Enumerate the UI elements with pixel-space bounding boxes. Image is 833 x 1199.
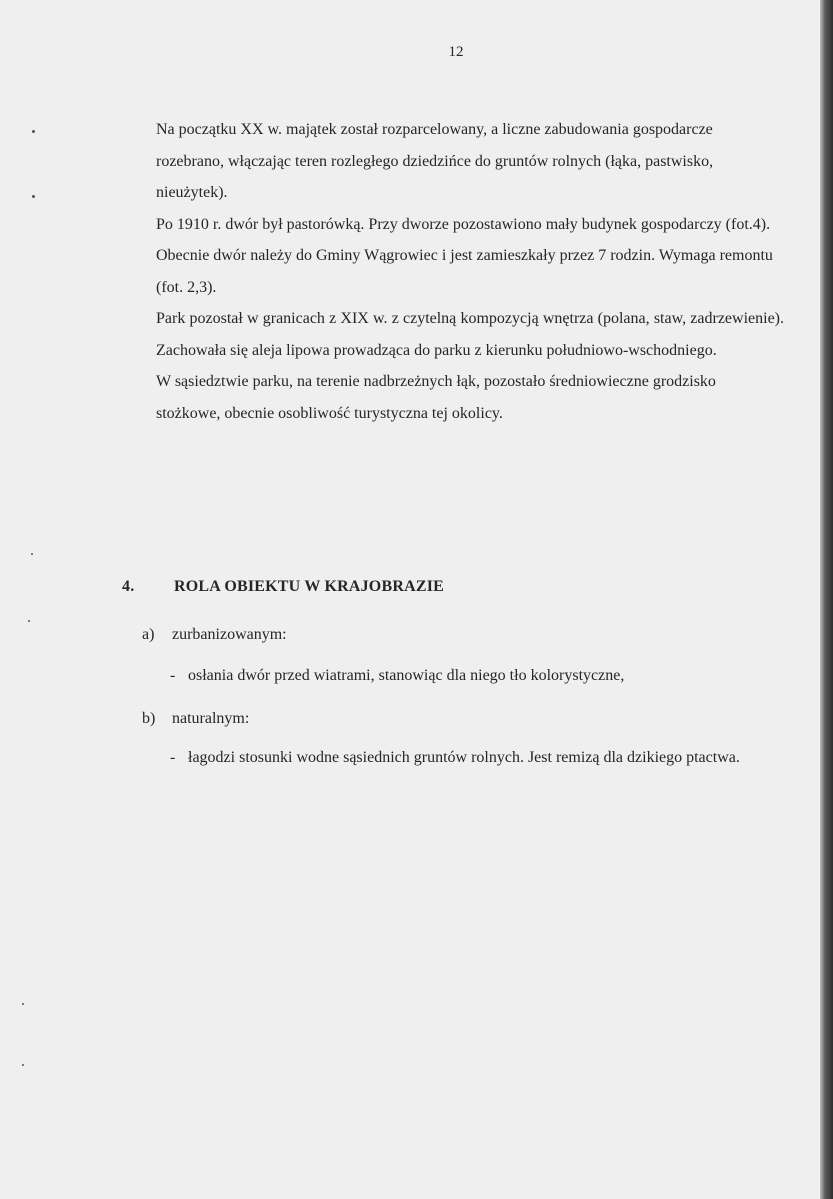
scan-speck: [28, 620, 30, 622]
list-label-a: zurbanizowanym:: [172, 626, 287, 643]
scan-speck: [31, 553, 33, 555]
bullet-dash-a: -: [170, 667, 176, 684]
scan-speck: [32, 195, 35, 198]
bullet-item-a: [170, 660, 782, 692]
paragraph-current-state: Obecnie dwór należy do Gminy Wągrowiec i jest zamieszkały przez 7 rodzin. Wymaga remontu (fot. 2,3).: [156, 247, 773, 296]
bullet-item-b: [170, 742, 782, 774]
paragraph-stronghold: W sąsiedztwie parku, na terenie nadbrzeżnych łąk, pozostało średniowieczne grodzisko stożkowe, obecnie osobliwość turystyczna tej okolicy.: [156, 373, 716, 422]
paragraph-park: Park pozostał w granicach z XIX w. z czytelną kompozycją wnętrza (polana, staw, zadrzewienie). Zachowała się aleja lipowa prowadząca do parku z kierunku południowo-wschodniego.: [156, 310, 784, 359]
paragraph-parsonage: Po 1910 r. dwór był pastorówką. Przy dworze pozostawiono mały budynek gospodarczy (fot.4).: [156, 215, 771, 233]
section-number: 4.: [122, 578, 135, 595]
scan-edge: [820, 0, 833, 1199]
scan-speck: [22, 1064, 24, 1066]
bullet-text-a: osłania dwór przed wiatrami, stanowiąc dla niego tło kolorystyczne,: [188, 667, 625, 684]
list-marker-b: b): [142, 710, 156, 727]
body-text: [156, 114, 784, 429]
section-heading: [122, 578, 444, 596]
bullet-dash-b: -: [170, 749, 176, 766]
page-number: 12: [448, 44, 464, 60]
list-marker-a: a): [142, 626, 155, 643]
scan-speck: [32, 130, 35, 133]
scan-speck: [22, 1003, 24, 1005]
bullet-text-b: łagodzi stosunki wodne sąsiednich gruntów rolnych. Jest remizą dla dzikiego ptactwa.: [188, 749, 740, 766]
list-item-a: [142, 626, 287, 644]
paragraph-parcelling: Na początku XX w. majątek został rozparcelowany, a liczne zabudowania gospodarcze rozebrano, włączając teren rozległego dziedzińce do gruntów rolnych (łąka, pastwisko, nieużytek).: [156, 121, 714, 201]
list-item-b: [142, 710, 249, 728]
section-title: ROLA OBIEKTU W KRAJOBRAZIE: [174, 578, 445, 595]
list-label-b: naturalnym:: [172, 710, 250, 727]
